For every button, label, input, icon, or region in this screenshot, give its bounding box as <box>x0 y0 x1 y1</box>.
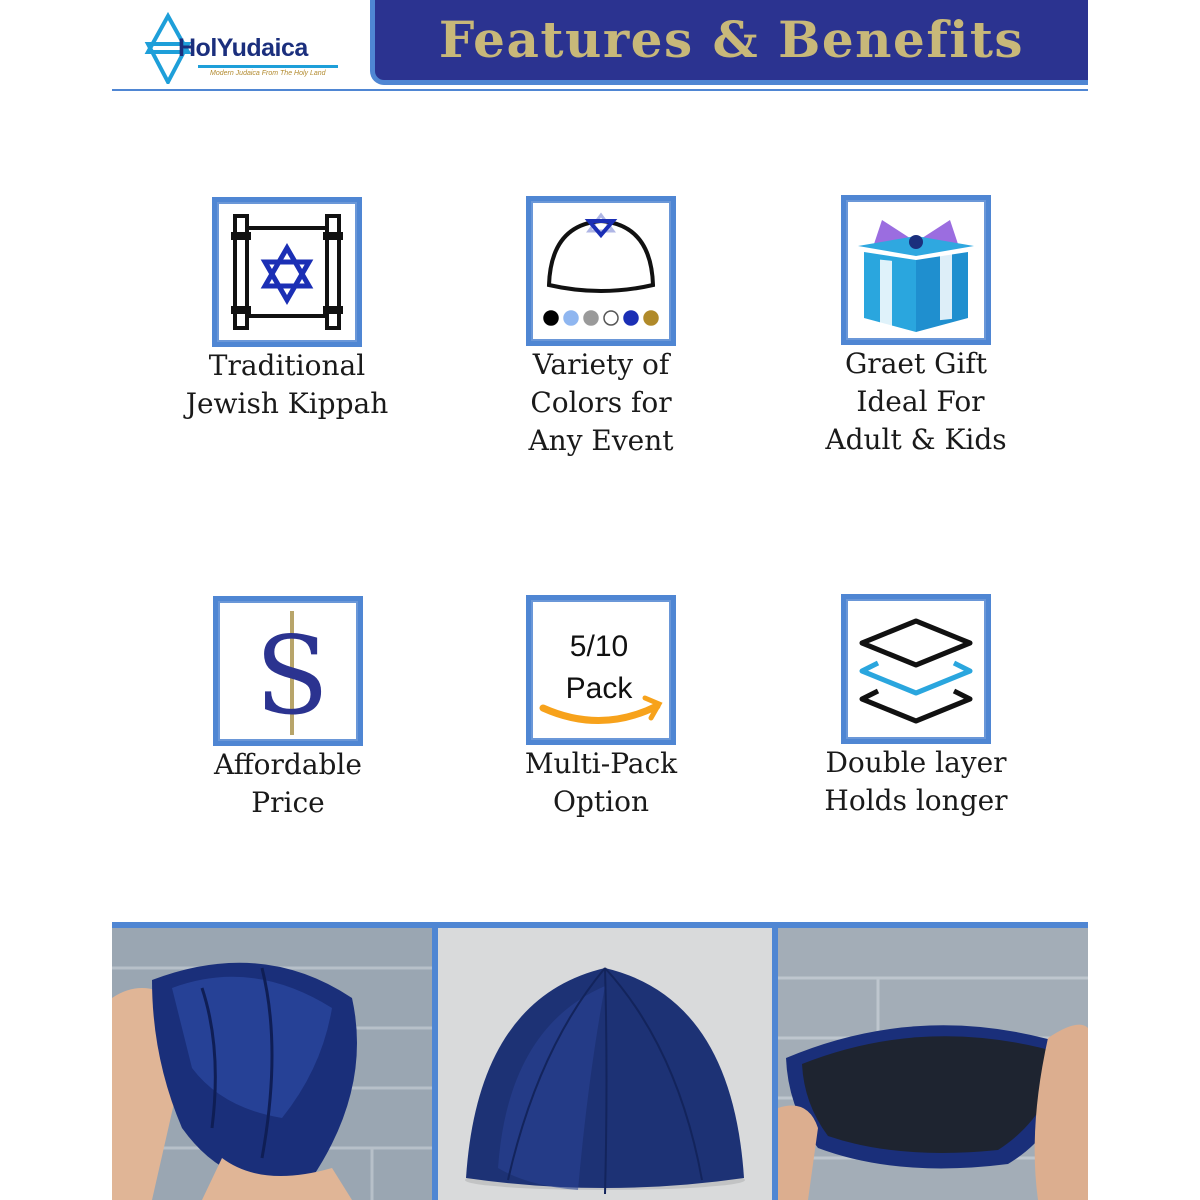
features-banner <box>370 0 1088 85</box>
feature-label: Affordable Price <box>214 748 362 819</box>
feature-price <box>128 596 448 826</box>
feature-traditional <box>127 197 447 437</box>
brand-name: HolYudaica <box>178 34 308 62</box>
kippah-colors-icon <box>531 201 671 341</box>
color-swatch <box>564 311 578 325</box>
feature-label: Double layer Holds longer <box>824 746 1008 817</box>
color-swatch <box>584 311 598 325</box>
feature-icon-box <box>841 594 991 744</box>
feature-multipack <box>441 595 761 825</box>
svg-text:S: S <box>255 614 329 739</box>
feature-icon-box <box>212 197 362 347</box>
feature-icon-box <box>841 195 991 345</box>
feature-icon-box <box>526 196 676 346</box>
brand-underline <box>198 65 338 68</box>
brand-tagline: Modern Judaica From The Holy Land <box>210 70 326 77</box>
gift-box-icon <box>846 200 986 340</box>
brand-logo[interactable] <box>140 8 350 88</box>
feature-icon-box <box>213 596 363 746</box>
color-swatch <box>644 311 658 325</box>
header-divider <box>112 89 1088 91</box>
feature-double-layer <box>756 594 1076 824</box>
multi-pack-icon <box>531 600 671 740</box>
feature-colors <box>441 196 761 466</box>
feature-label: Multi-Pack Option <box>524 747 678 818</box>
feature-icon-box <box>526 595 676 745</box>
color-swatch <box>624 311 638 325</box>
pack-size-text: 5/10 <box>569 630 629 663</box>
kippah-product-photo <box>438 928 772 1200</box>
feature-gift <box>756 195 1076 465</box>
color-swatches <box>544 311 658 325</box>
color-swatch <box>604 311 618 325</box>
kippah-in-hand-photo <box>112 928 432 1200</box>
feature-label: Traditional Jewish Kippah <box>185 349 389 420</box>
feature-label: Variety of Colors for Any Event <box>528 348 674 457</box>
dollar-sign-icon <box>218 601 358 741</box>
banner-title: Features & Benefits <box>438 10 1025 69</box>
feature-label: Graet Gift Ideal For Adult & Kids <box>825 347 1007 456</box>
layers-icon <box>846 599 986 739</box>
pack-word-text: Pack <box>565 672 633 705</box>
kippah-lining-photo <box>778 928 1088 1200</box>
color-swatch <box>544 311 558 325</box>
torah-scroll-icon <box>217 202 357 342</box>
